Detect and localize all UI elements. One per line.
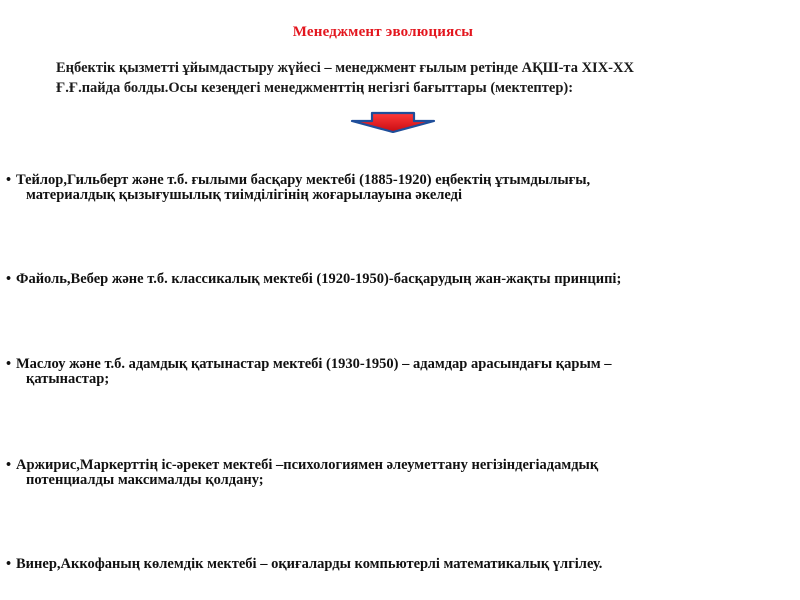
intro-line-1: Еңбектік қызметті ұйымдастыру жүйесі – менеджмент ғылым ретінде АҚШ-та XIX-XX [56, 60, 634, 76]
list-item-line-2: потенциалды максималды қолдану; [26, 472, 264, 488]
bullet-icon: • [6, 457, 12, 473]
down-arrow-icon [348, 111, 438, 133]
slide-title [0, 24, 800, 41]
bullet-icon: • [6, 356, 12, 372]
list-item [6, 356, 786, 387]
list-item [6, 556, 786, 572]
list-item [6, 172, 786, 203]
slide-title-text: Менеджмент эволюциясы [292, 24, 474, 40]
list-item-line-1: Аржирис,Маркерттің іс-әрекет мектебі –психологиямен әлеуметтану негізіндегіадамдық [16, 457, 599, 473]
list-item-line-1: Файоль,Вебер және т.б. классикалық мектебі (1920-1950)-басқарудың жан-жақты принципі; [16, 271, 622, 287]
arrow-shape [352, 113, 434, 132]
list-item [6, 457, 786, 488]
list-item-line-1: Маслоу және т.б. адамдық қатынастар мектебі (1930-1950) – адамдар арасындағы қарым – [16, 356, 612, 372]
bullet-icon: • [6, 271, 12, 287]
list-item-line-1: Тейлор,Гильберт және т.б. ғылыми басқару мектебі (1885-1920) еңбектің ұтымдылығы, [16, 172, 591, 188]
list-item [6, 271, 786, 287]
list-item-line-2: қатынастар; [26, 371, 110, 387]
list-item-line-1: Винер,Аккофаның көлемдік мектебі – оқиғаларды компьютерлі математикалық үлгілеу. [16, 556, 603, 572]
list-item-line-2: материалдық қызығушылық тиімділігінің жоғарылауына әкеледі [26, 187, 462, 203]
bullet-icon: • [6, 172, 12, 188]
intro-line-2: Ғ.Ғ.пайда болды.Осы кезеңдегі менеджменттің негізгі бағыттары (мектептер): [56, 80, 574, 96]
bullet-icon: • [6, 556, 12, 572]
intro-paragraph [56, 58, 776, 98]
